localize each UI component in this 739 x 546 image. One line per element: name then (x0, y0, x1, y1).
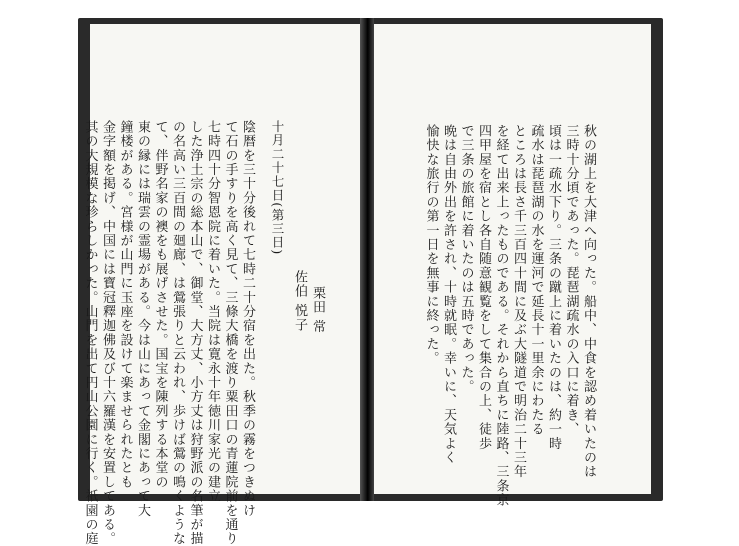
right-page (374, 24, 651, 508)
text-line: 金字額を掲げ、中国には寶冠釋迦佛及び十六羅漢を安置してある。 (100, 120, 115, 546)
text-line: 七時四十分智恩院に着いた。当院は寛永十年徳川家光の建立 (205, 120, 220, 504)
text-line: て石の手すりを高く見て、三條大橋を渡り粟田口の青蓮院前を通り (222, 120, 238, 546)
author-name: 佐伯 悦子 (292, 270, 307, 333)
text-line: 陰暦を三十分後れて七時二十分宿を出た。秋季の霧をつきぬけ (240, 120, 255, 518)
text-line: 晩は自由外出を許され、十時就眠。幸いに、天気よく (441, 124, 456, 465)
text-line: で三条の旅館に着いたのは五時であった。 (458, 124, 474, 394)
text-line: 東の縁には瑞雲の霊場がある。今は山にあって金閣にあって大 (135, 120, 150, 518)
text-line: 三時十分頃であった。琵琶湖疏水の入口に着き、 (563, 124, 579, 437)
text-line: 鐘楼がある。宮様が山門に玉座を設けて楽ませられたとも (117, 120, 133, 490)
book-spine (360, 18, 374, 501)
text-line: 愉快な旅行の第一日を無事に終った。 (423, 124, 439, 366)
text-line: ところは長さ千三百四十間に及ぶ大隧道で明治二十三年 (511, 124, 526, 479)
left-page-text (81, 120, 256, 546)
bound-notebook (78, 18, 663, 546)
text-line: 秋の湖上を大津へ向った。船中、中食を認め着いたのは (581, 124, 596, 479)
text-line: て、伴野名家の襖をも展げさせた。国宝を陳列する本堂の (152, 120, 168, 490)
text-line: 頃は一疏水下り。三条の蹴上に着いたのは、約一時 (546, 124, 561, 451)
right-page-text (422, 124, 597, 508)
text-line: した浄土宗の総本山で、御堂、大方丈、小方丈は狩野派の名筆が描 (187, 120, 203, 546)
text-line: 四甲屋を宿とし各自随意観覧をして集合の上、徒歩 (476, 124, 491, 451)
text-line: を経て出来上ったものである。それから直ちに陸路、三条京 (493, 124, 509, 508)
text-line: 其の大規模な珍らしかった。山門を出て円山公園に行く。祇園の庭 (82, 120, 98, 546)
text-line: の名高い三百間の廻廊、は鶯張りと云われ、歩けば鶯の鳴くような (170, 120, 185, 546)
author-name: 栗田 常 (310, 286, 325, 334)
text-line: 疏水は琵琶湖の水を運河で延長十一里余にわたる (528, 124, 544, 437)
entry-date: 十月二十七日(第三日) (270, 120, 285, 256)
left-page (82, 24, 360, 546)
